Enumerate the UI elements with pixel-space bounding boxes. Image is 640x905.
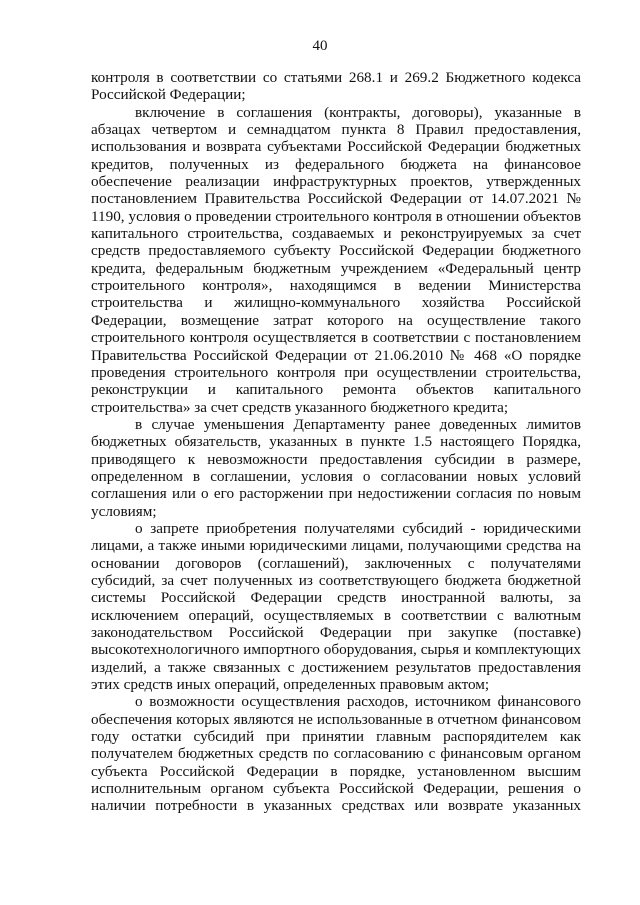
paragraph-1: контроля в соответствии со статьями 268.1 и 269.2 Бюджетного кодекса Российской Федерации; [91, 69, 581, 104]
paragraph-4: о запрете приобретения получателями субсидий - юридическими лицами, а также иными юридическими лицами, получающими средства на основании договоров (соглашений), заключенных с получателями субсидий, за счет полученных из соответствующего бюджета бюджетной системы Российской Федерации средств иностранной валюты, за исключением операций, осуществляемых в соответствии с валютным законодательством Российской Федерации при закупке (поставке) высокотехнологичного импортного оборудования, сырья и комплектующих изделий, а также связанных с достижением результатов предоставления этих средств иных операций, определенных правовым актом; [91, 519, 581, 694]
paragraph-5: о возможности осуществления расходов, источником финансового обеспечения которых являются не использованные в отчетном финансовом году остатки субсидий при принятии главным распорядителем как получателем бюджетных средств по согласованию с финансовым органом субъекта Российской Федерации в порядке, установленном высшим исполнительным органом субъекта Российской Федерации, решения о наличии потребности в указанных средствах или возврате указанных [91, 693, 581, 815]
document-body [91, 69, 581, 815]
page-number: 40 [312, 38, 328, 54]
paragraph-3: в случае уменьшения Департаменту ранее доведенных лимитов бюджетных обязательств, указанных в пункте 1.5 настоящего Порядка, приводящего к невозможности предоставления субсидии в размере, определенном в соглашении, условия о согласовании новых условий соглашения или о его расторжении при недостижении согласия по новым условиям; [91, 415, 581, 520]
paragraph-2: включение в соглашения (контракты, договоры), указанные в абзацах четвертом и семнадцатом пункта 8 Правил предоставления, использования и возврата субъектами Российской Федерации бюджетных кредитов, полученных из федерального бюджета на финансовое обеспечение реализации инфраструктурных проектов, утвержденных постановлением Правительства Российской Федерации от 14.07.2021 № 1190, условия о проведении строительного контроля в отношении объектов капитального строительства, создаваемых и реконструируемых за счет средств предоставляемого субъекту Российской Федерации бюджетного кредита, федеральным бюджетным учреждением «Федеральный центр строительного контроля», находящимся в ведении Министерства строительства и жилищно-коммунального хозяйства Российской Федерации, возмещение затрат которого на осуществление такого строительного контроля осуществляется в соответствии с постановлением Правительства Российской Федерации от 21.06.2010 № 468 «О порядке проведения строительного контроля при осуществлении строительства, реконструкции и капитального ремонта объектов капитального строительства» за счет средств указанного бюджетного кредита; [91, 103, 581, 416]
